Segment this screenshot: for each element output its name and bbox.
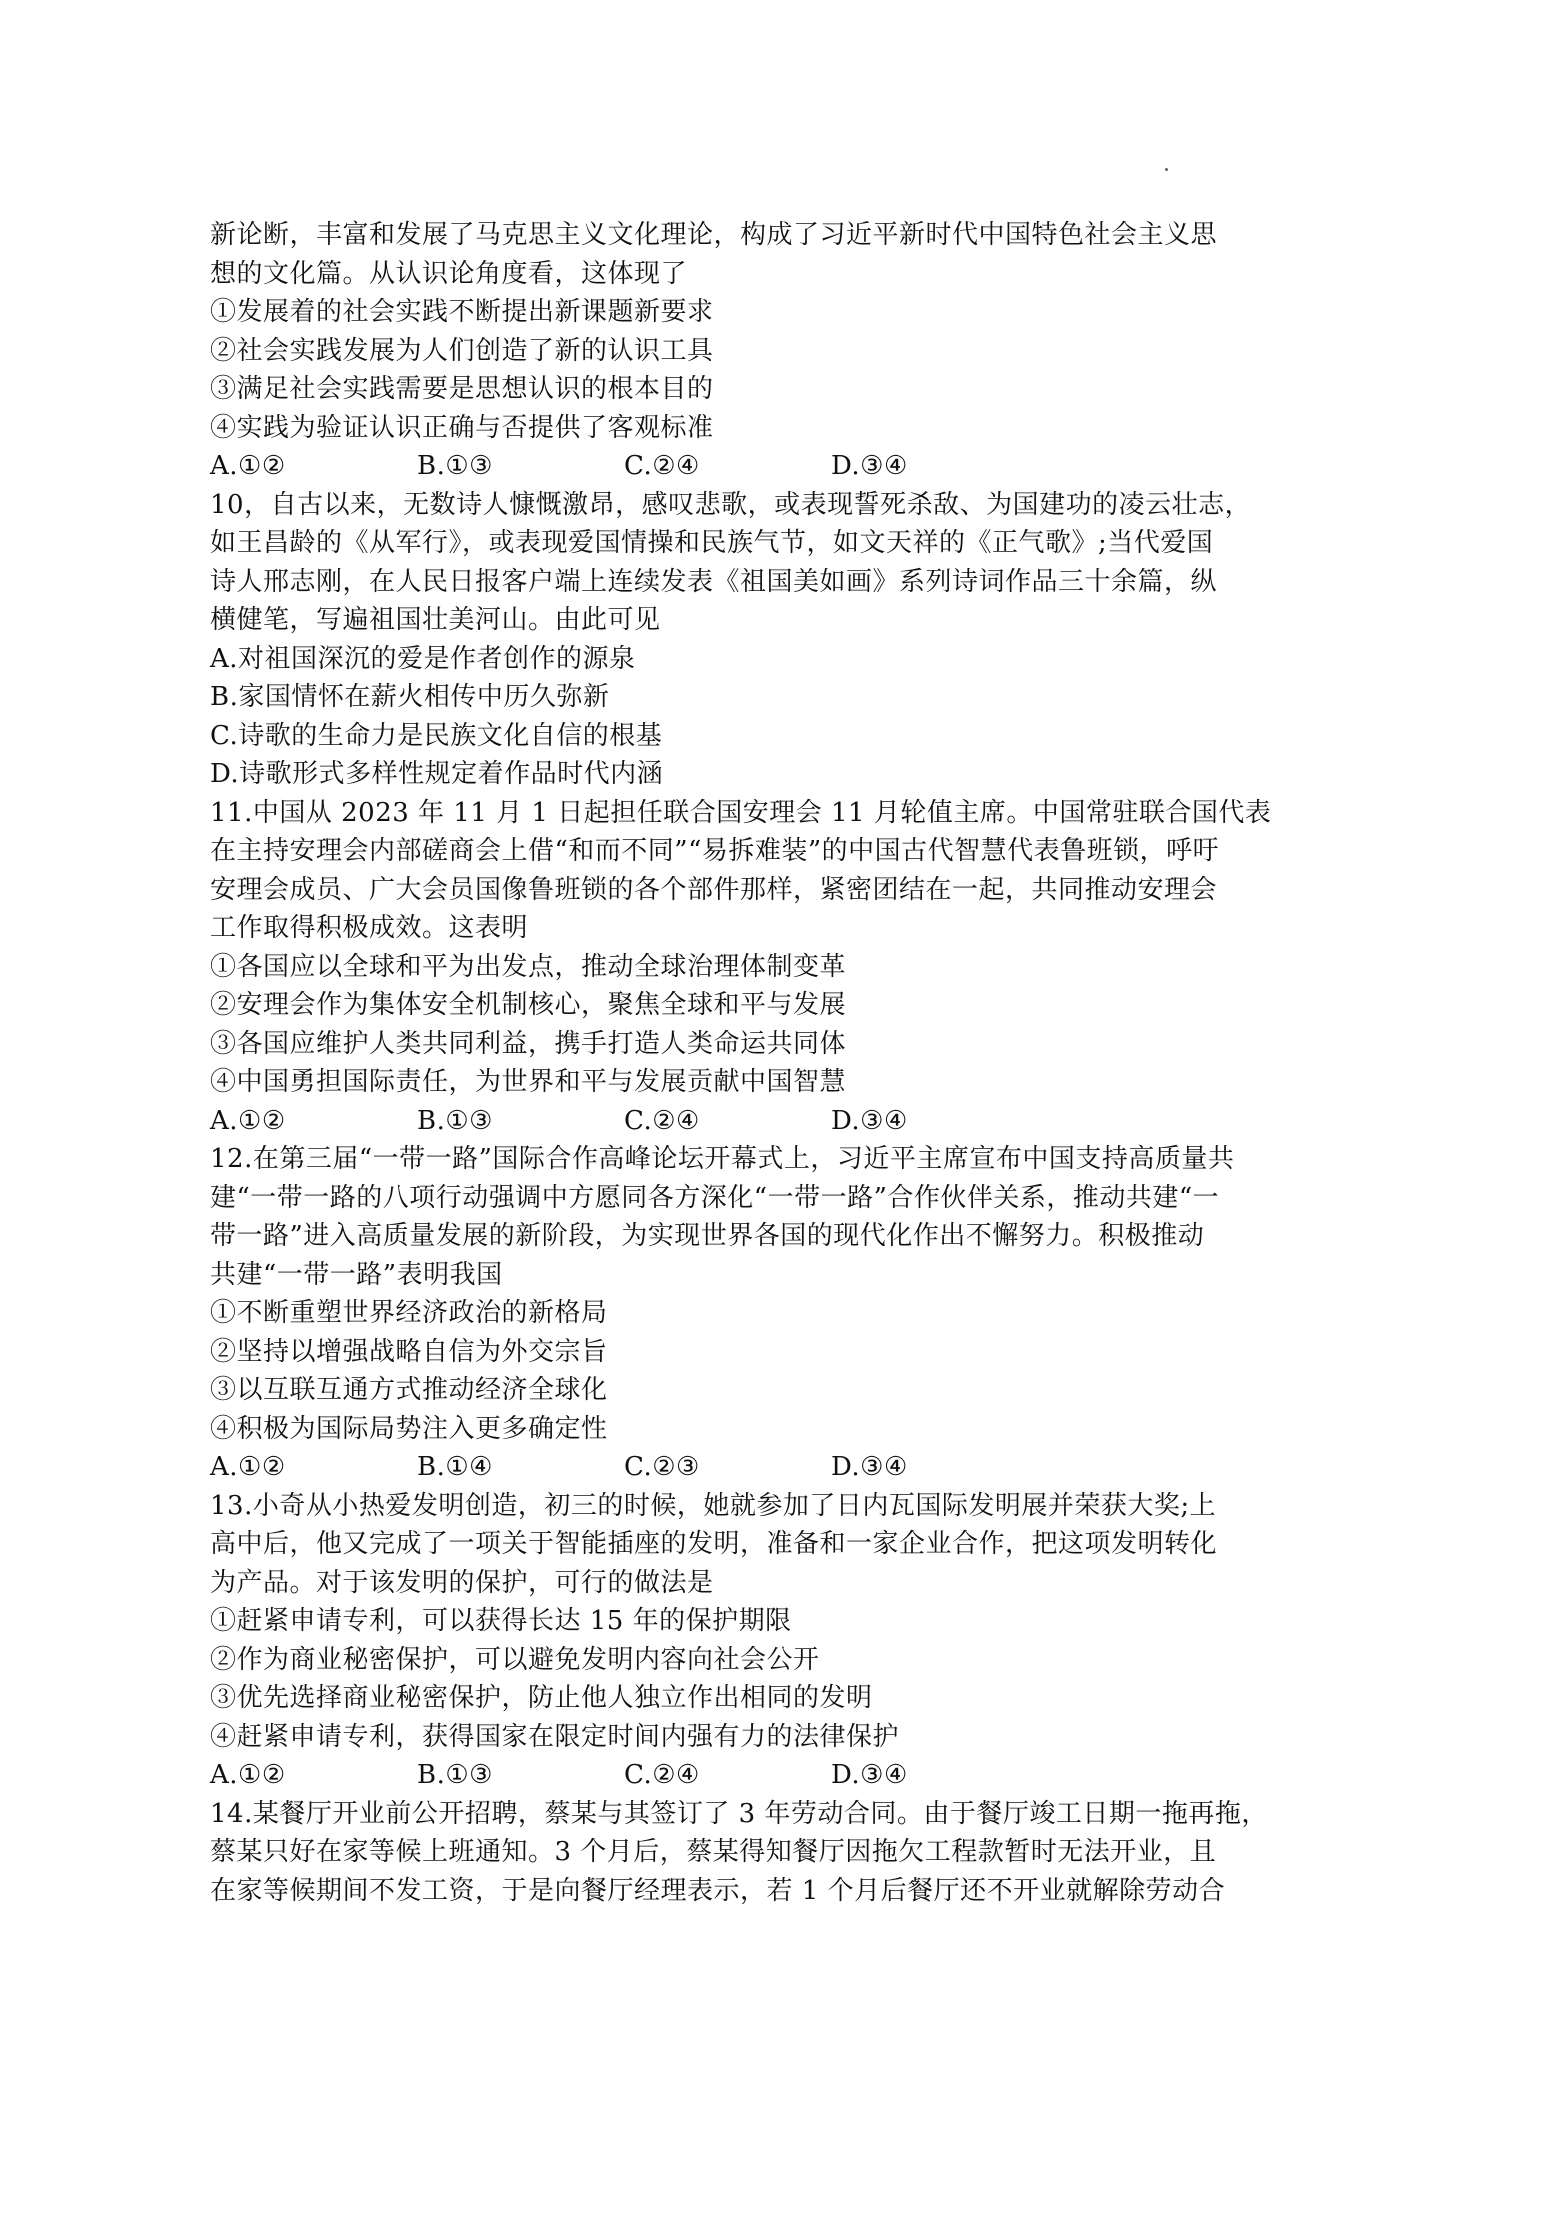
question-12 — [210, 1140, 1340, 1487]
question-text-line: 10，自古以来，无数诗人慷慨激昂，感叹悲歌，或表现誓死杀敌、为国建功的凌云壮志， — [210, 489, 1252, 520]
choice-d: D.③④ — [831, 1105, 908, 1136]
question-text-line: 带一路”进入高质量发展的新阶段，为实现世界各国的现代化作出不懈努力。积极推动 — [210, 1221, 1205, 1251]
option-statement: ④积极为国际局势注入更多确定性 — [210, 1413, 608, 1444]
option-statement: ④实践为验证认识正确与否提供了客观标准 — [210, 412, 714, 443]
choice-a: A.①② — [210, 1105, 286, 1136]
question-text-line: 为产品。对于该发明的保护，可行的做法是 — [210, 1567, 714, 1598]
option-statement: ②作为商业秘密保护，可以避免发明内容向社会公开 — [210, 1644, 820, 1675]
answer-choices — [210, 1756, 1340, 1795]
choice-c: C.②④ — [624, 451, 700, 481]
choice-b: B.①④ — [417, 1452, 493, 1482]
option-statement: ③各国应维护人类共同利益，携手打造人类命运共同体 — [210, 1028, 847, 1059]
answer-choice: B.家国情怀在薪火相传中历久弥新 — [210, 682, 610, 712]
question-13 — [210, 1487, 1340, 1795]
question-text-line: 共建“一带一路”表明我国 — [210, 1259, 503, 1290]
answer-choice: C.诗歌的生命力是民族文化自信的根基 — [210, 720, 663, 751]
question-text-line: 新论断，丰富和发展了马克思主义文化理论，构成了习近平新时代中国特色社会主义思 — [210, 220, 1218, 250]
choice-d: D.③④ — [831, 1760, 908, 1790]
option-statement: ②坚持以增强战略自信为外交宗旨 — [210, 1336, 608, 1367]
question-text-line: 工作取得积极成效。这表明 — [210, 913, 529, 943]
question-text-line: 高中后，他又完成了一项关于智能插座的发明，准备和一家企业合作，把这项发明转化 — [210, 1529, 1218, 1559]
question-text-line: 蔡某只好在家等候上班通知。3 个月后，蔡某得知餐厅因拖欠工程款暂时无法开业，且 — [210, 1837, 1217, 1867]
question-text-line: 在主持安理会内部磋商会上借“和而不同”“易拆难装”的中国古代智慧代表鲁班锁，呼吁 — [210, 836, 1220, 866]
question-text-line: 12.在第三届“一带一路”国际合作高峰论坛开幕式上，习近平主席宣布中国支持高质量共 — [210, 1144, 1235, 1174]
question-text-line: 如王昌龄的《从军行》，或表现爱国情操和民族气节，如文天祥的《正气歌》;当代爱国 — [210, 528, 1214, 558]
question-text-line: 11.中国从 2023 年 11 月 1 日起担任联合国安理会 11 月轮值主席。中国常驻联合国代表 — [210, 797, 1272, 828]
choice-b: B.①③ — [417, 451, 493, 481]
option-statement: ③满足社会实践需要是思想认识的根本目的 — [210, 374, 714, 404]
answer-choices — [210, 447, 1340, 486]
option-statement: ④赶紧申请专利，获得国家在限定时间内强有力的法律保护 — [210, 1721, 900, 1752]
answer-choices — [210, 1102, 1340, 1141]
option-statement: ②社会实践发展为人们创造了新的认识工具 — [210, 335, 714, 366]
question-text-line: 横健笔，写遍祖国壮美河山。由此可见 — [210, 605, 661, 635]
question-text-line: 想的文化篇。从认识论角度看，这体现了 — [210, 258, 688, 289]
question-9-tail — [210, 216, 1340, 486]
option-statement: ③以互联互通方式推动经济全球化 — [210, 1375, 608, 1405]
choice-c: C.②④ — [624, 1760, 700, 1790]
option-statement: ②安理会作为集体安全机制核心，聚焦全球和平与发展 — [210, 990, 847, 1020]
choice-a: A.①② — [210, 451, 286, 481]
question-10 — [210, 486, 1340, 794]
option-statement: ①不断重塑世界经济政治的新格局 — [210, 1298, 608, 1328]
option-statement: ④中国勇担国际责任，为世界和平与发展贡献中国智慧 — [210, 1067, 847, 1097]
question-text-line: 安理会成员、广大会员国像鲁班锁的各个部件那样，紧密团结在一起，共同推动安理会 — [210, 874, 1218, 905]
question-text-line: 13.小奇从小热爱发明创造，初三的时候，她就参加了日内瓦国际发明展并荣获大奖;上 — [210, 1490, 1217, 1521]
choice-a: A.①② — [210, 1452, 286, 1482]
choice-b: B.①③ — [417, 1105, 493, 1136]
option-statement: ①各国应以全球和平为出发点，推动全球治理体制变革 — [210, 951, 847, 982]
answer-choice: A.对祖国深沉的爱是作者创作的源泉 — [210, 643, 636, 674]
choice-c: C.②③ — [624, 1452, 700, 1482]
choice-b: B.①③ — [417, 1760, 493, 1790]
choice-d: D.③④ — [831, 1452, 908, 1482]
answer-choice: D.诗歌形式多样性规定着作品时代内涵 — [210, 759, 664, 789]
question-text-line: 诗人邢志刚，在人民日报客户端上连续发表《祖国美如画》系列诗词作品三十余篇，纵 — [210, 566, 1218, 597]
exam-content — [210, 216, 1340, 1910]
scan-speck — [1165, 168, 1168, 171]
choice-a: A.①② — [210, 1760, 286, 1790]
option-statement: ③优先选择商业秘密保护，防止他人独立作出相同的发明 — [210, 1683, 873, 1713]
question-text-line: 14.某餐厅开业前公开招聘，蔡某与其签订了 3 年劳动合同。由于餐厅竣工日期一拖再拖， — [210, 1798, 1268, 1829]
question-14 — [210, 1795, 1340, 1911]
answer-choices — [210, 1448, 1340, 1487]
choice-d: D.③④ — [831, 451, 908, 481]
option-statement: ①发展着的社会实践不断提出新课题新要求 — [210, 297, 714, 327]
option-statement: ①赶紧申请专利，可以获得长达 15 年的保护期限 — [210, 1606, 792, 1636]
question-text-line: 建“一带一路的八项行动强调中方愿同各方深化“一带一路”合作伙伴关系，推动共建“一 — [210, 1182, 1220, 1213]
question-11 — [210, 794, 1340, 1141]
choice-c: C.②④ — [624, 1105, 700, 1136]
question-text-line: 在家等候期间不发工资，于是向餐厅经理表示，若 1 个月后餐厅还不开业就解除劳动合 — [210, 1875, 1226, 1906]
